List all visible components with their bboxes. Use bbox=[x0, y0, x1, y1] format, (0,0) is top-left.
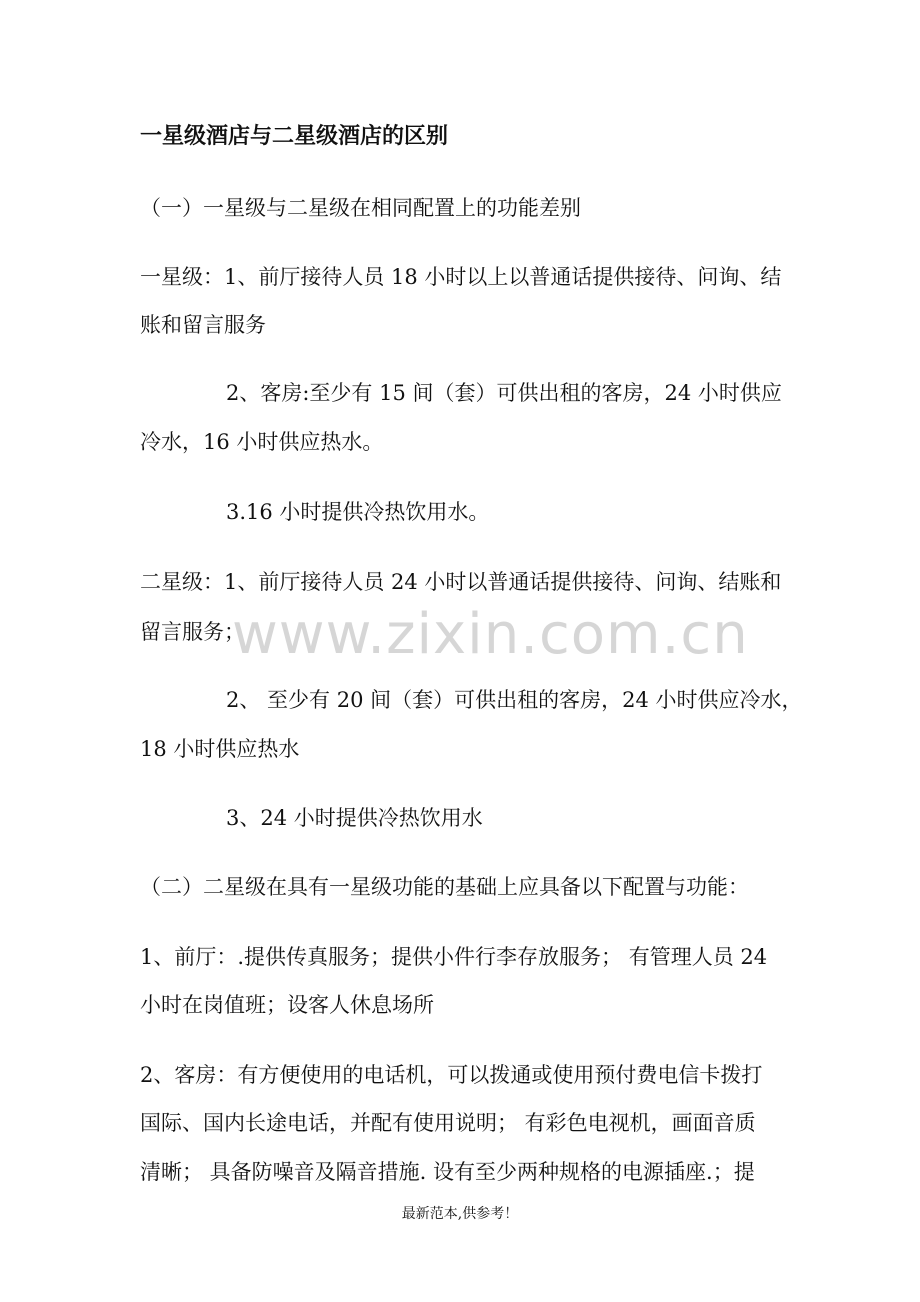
one-star-line1-cont: 账和留言服务 bbox=[140, 313, 266, 337]
section2-p2-line1: 2、客房：有方便使用的电话机，可以拨通或使用预付费电信卡拨打 bbox=[140, 1063, 763, 1087]
section2-p1-line2: 小时在岗值班；设客人休息场所 bbox=[140, 993, 434, 1017]
section2-heading: （二）二星级在具有一星级功能的基础上应具备以下配置与功能： bbox=[140, 875, 749, 899]
one-star-item3: 3.16 小时提供冷热饮用水。 bbox=[226, 500, 490, 524]
one-star-item2-line1: 2、客房:至少有 15 间（套）可供出租的客房，24 小时供应 bbox=[226, 381, 782, 405]
section2-p2-line3: 清晰； 具备防噪音及隔音措施. 设有至少两种规格的电源插座.；提 bbox=[140, 1160, 755, 1184]
document-title: 一星级酒店与二星级酒店的区别 bbox=[140, 123, 449, 149]
one-star-line1: 一星级：1、前厅接待人员 18 小时以上以普通话提供接待、问询、结 bbox=[140, 265, 782, 289]
section1-heading: （一）一星级与二星级在相同配置上的功能差别 bbox=[140, 196, 581, 220]
watermark: www.zixin.com.cn bbox=[232, 602, 749, 667]
page-footer: 最新范本,供参考！ bbox=[401, 1206, 519, 1222]
two-star-line1: 二星级：1、前厅接待人员 24 小时以普通话提供接待、问询、结账和 bbox=[140, 570, 782, 594]
two-star-item2-line1: 2、 至少有 20 间（套）可供出租的客房，24 小时供应冷水， bbox=[226, 688, 803, 712]
two-star-item2-line2: 18 小时供应热水 bbox=[140, 737, 300, 761]
section2-p2-line2: 国际、国内长途电话，并配有使用说明； 有彩色电视机，画面音质 bbox=[140, 1111, 756, 1135]
one-star-item2-line2: 冷水，16 小时供应热水。 bbox=[140, 430, 384, 454]
two-star-line1-cont: 留言服务； bbox=[140, 620, 245, 644]
section2-p1-line1: 1、前厅：.提供传真服务；提供小件行李存放服务； 有管理人员 24 bbox=[140, 945, 768, 969]
two-star-item3: 3、24 小时提供冷热饮用水 bbox=[226, 806, 483, 830]
